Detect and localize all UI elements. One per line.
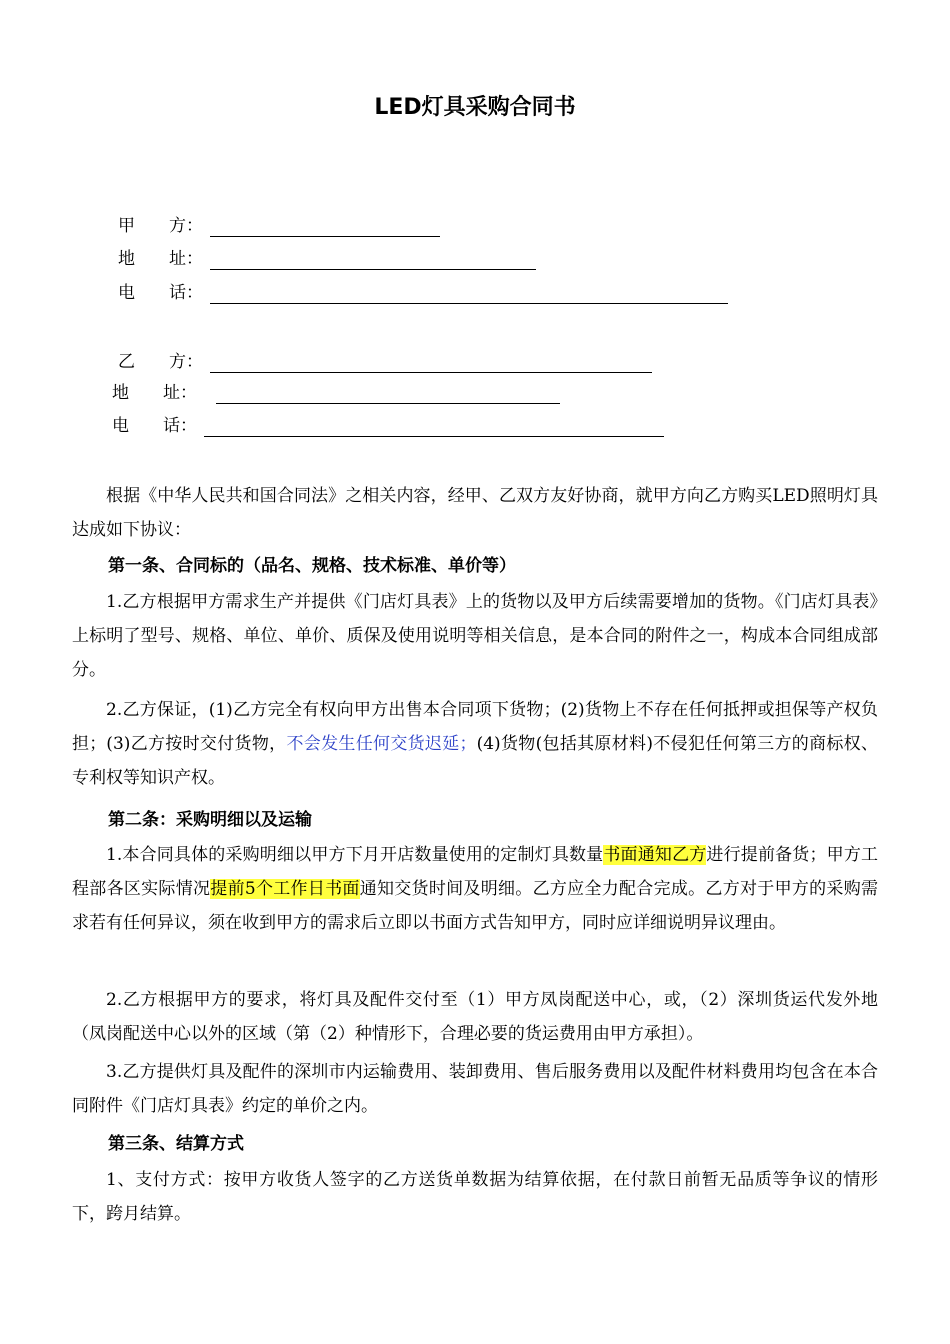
- party-a-name-label: 甲 方：: [118, 216, 203, 236]
- article-2-clause-3: 3.乙方提供灯具及配件的深圳市内运输费用、装卸费用、售后服务费用以及配件材料费用均包含在本合同附件《门店灯具表》约定的单价之内。: [72, 1062, 878, 1116]
- party-b-address-label: 地 址：: [112, 383, 197, 403]
- party-b-address-field: [112, 381, 564, 405]
- document-title: LED灯具采购合同书: [374, 95, 576, 120]
- article-1-heading: 第一条、合同标的（品名、规格、技术标准、单价等）: [108, 556, 516, 576]
- article-3-clause-1: 1、支付方式：按甲方收货人签字的乙方送货单数据为结算依据，在付款日前暂无品质等争议的情形下，跨月结算。: [72, 1170, 878, 1224]
- article-1-clause-2: [72, 693, 878, 795]
- party-b-phone-blank[interactable]: [204, 436, 664, 437]
- article-1-clause-2-text-c: (4)货物(包括其原材料)不侵犯任何第三方的商标权、专利权等知识产权。: [72, 734, 878, 788]
- article-2-clause-1-text-e: 通知交货时间及明细。乙方应全力配合完成。乙方对于甲方的采购需求若有任何异议，须在收到甲方的需求后立即以书面方式告知甲方，同时应详细说明异议理由。: [72, 879, 879, 933]
- party-a-phone-field: [118, 281, 738, 305]
- intro-paragraph: 根据《中华人民共和国合同法》之相关内容，经甲、乙双方友好协商，就甲方向乙方购买LED照明灯具达成如下协议：: [72, 486, 878, 540]
- party-a-name-field: [118, 214, 448, 238]
- article-3-heading: 第三条、结算方式: [108, 1134, 244, 1154]
- party-b-name-blank[interactable]: [210, 372, 652, 373]
- party-a-address-label: 地 址：: [118, 249, 203, 269]
- highlight-written-notice: 书面通知乙方: [603, 845, 707, 865]
- article-1-clause-2-text-a: 2.乙方保证，(1)乙方完全有权向甲方出售本合同项下货物；(2)货物上不存在任何抵押或担保等产权负担；(3)乙方按时交付货物，: [72, 700, 878, 754]
- party-b-address-blank[interactable]: [216, 403, 560, 404]
- article-1-clause-1: 1.乙方根据甲方需求生产并提供《门店灯具表》上的货物以及甲方后续需要增加的货物。《门店灯具表》上标明了型号、规格、单位、单价、质保及使用说明等相关信息，是本合同的附件之一，构成本合同组成部分。: [72, 592, 878, 680]
- article-2-clause-2: 2.乙方根据甲方的要求，将灯具及配件交付至（1）甲方凤岗配送中心，或，（2）深圳货运代发外地（凤岗配送中心以外的区域（第（2）种情形下，合理必要的货运费用由甲方承担）。: [72, 990, 878, 1044]
- party-b-name-label: 乙 方：: [118, 352, 203, 372]
- party-a-phone-blank[interactable]: [210, 303, 728, 304]
- article-2-clause-1-text-c: 进行提前备货；甲方工程部各区实际情况: [72, 845, 879, 899]
- no-delay-clause: 不会发生任何交货迟延；: [286, 734, 477, 754]
- party-b-phone-field: [112, 414, 672, 438]
- highlight-five-days-notice: 提前5个工作日书面: [210, 879, 360, 899]
- party-a-name-blank[interactable]: [210, 236, 440, 237]
- party-a-address-field: [118, 247, 548, 271]
- party-b-name-field: [118, 350, 658, 374]
- party-b-phone-label: 电 话：: [112, 416, 197, 436]
- party-a-phone-label: 电 话：: [118, 283, 203, 303]
- article-2-heading: 第二条：采购明细以及运输: [108, 810, 312, 830]
- party-a-address-blank[interactable]: [210, 269, 536, 270]
- article-2-clause-1-text-a: 1.本合同具体的采购明细以甲方下月开店数量使用的定制灯具数量: [106, 845, 604, 865]
- article-2-clause-1: [72, 838, 878, 940]
